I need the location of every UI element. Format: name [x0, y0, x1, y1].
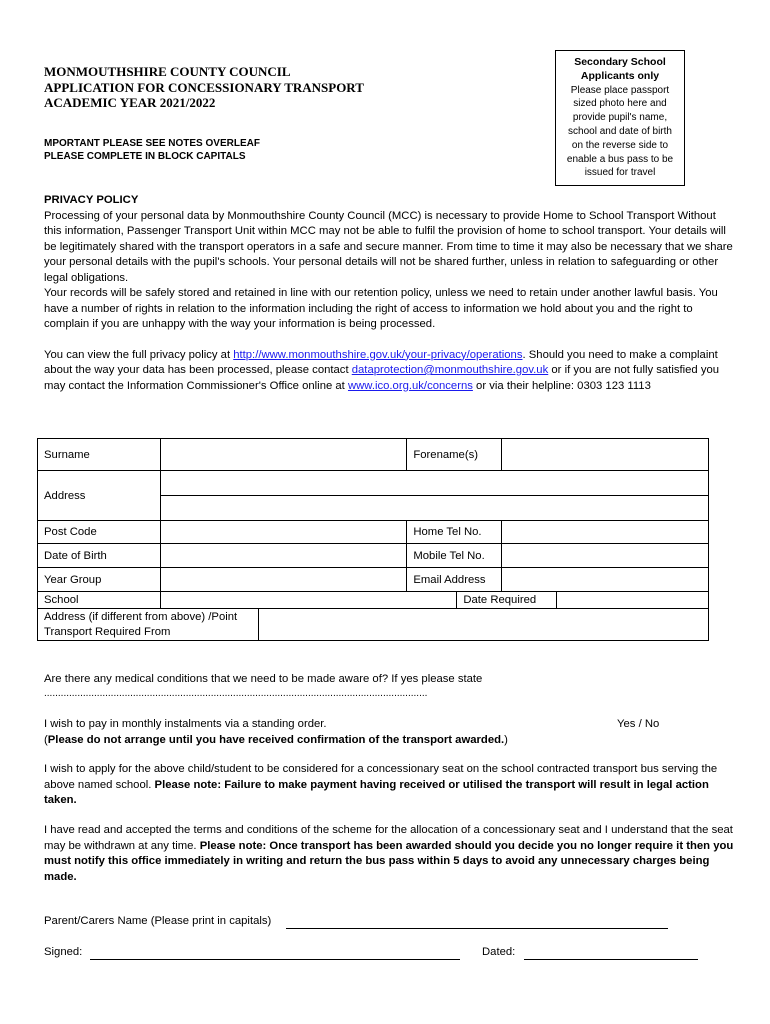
year-group-field[interactable]	[160, 568, 406, 592]
privacy-text-d: or via their helpline: 0303 123 1113	[472, 379, 651, 392]
dated-label: Dated:	[482, 946, 516, 958]
surname-label: Surname	[38, 439, 161, 471]
apply-text: I wish to apply for the above child/student to be considered for a concessionary seat on the school contracted transport bus serving the above named school.	[44, 763, 718, 791]
photo-box-title-1: Secondary School	[574, 56, 666, 68]
photo-box-title-2: Applicants only	[580, 69, 660, 82]
address-field-line-1[interactable]	[160, 471, 708, 496]
privacy-heading: PRIVACY POLICY	[44, 194, 139, 206]
dataprotection-email-link[interactable]: dataprotection@monmouthshire.gov.uk	[351, 364, 549, 376]
forenames-field[interactable]	[502, 439, 709, 471]
council-name: MONMOUTHSHIRE COUNTY COUNCIL	[44, 64, 291, 79]
school-label: School	[38, 592, 161, 609]
parent-name-label: Parent/Carers Name (Please print in capitals)	[44, 915, 272, 927]
home-tel-label: Home Tel No.	[407, 521, 502, 544]
privacy-paragraph-2: Your records will be safely stored and retained in line with our retention policy, unless we need to retain under another lawful basis. You have a number of rights in relation to the information including the right of access to information we hold about you and the right to complain if you are unhappy with the way your information is being processed.	[44, 287, 718, 330]
privacy-policy-link[interactable]: http://www.monmouthshire.gov.uk/your-privacy/operations	[233, 348, 523, 361]
important-notice	[44, 137, 260, 163]
note-open-paren: (	[44, 733, 48, 746]
privacy-text-b: . Should you need to make a complaint about the way your data has been processed, please contact	[44, 348, 718, 376]
date-required-field[interactable]	[557, 592, 709, 609]
ico-concerns-link[interactable]: www.ico.org.uk/concerns	[347, 379, 473, 392]
dated-line[interactable]	[524, 959, 698, 960]
privacy-text-c: or if you are not fully satisfied you may contact the Information Commissioner's Office online at	[44, 364, 720, 392]
parent-name-line[interactable]	[286, 928, 668, 929]
forenames-label: Forename(s)	[407, 439, 502, 471]
apply-statement	[44, 762, 734, 809]
academic-year: ACADEMIC YEAR 2021/2022	[44, 95, 216, 110]
application-title: APPLICATION FOR CONCESSIONARY TRANSPORT	[44, 79, 364, 95]
alt-address-field[interactable]	[258, 609, 708, 641]
medical-answer-dots[interactable]: ..........................................................................................................................................	[44, 687, 428, 699]
mobile-tel-label: Mobile Tel No.	[407, 544, 502, 568]
alt-address-label: Address (if different from above) /Point Transport Required From	[38, 609, 259, 641]
mobile-tel-field[interactable]	[502, 544, 709, 568]
apply-note: Please note: Failure to make payment having received or utilised the transport will result in legal action taken.	[44, 778, 709, 806]
note-close-paren: )	[504, 733, 508, 746]
email-label: Email Address	[407, 568, 502, 592]
address-label: Address	[38, 471, 161, 521]
privacy-paragraph-1: Processing of your personal data by Monmouthshire County Council (MCC) is necessary to provide Home to School Transport Without this information, Passenger Transport Unit within MCC may not be able to fulfil the provision of home to school transport. Your details will be legitimately shared with the transport operators in a safe and secure manner. From time to time it may also be necessary that we share your personal details with the pupil's schools. Your personal details will not be shared further, unless in relation to safeguarding or other legal obligations.	[44, 209, 733, 284]
year-group-label: Year Group	[38, 568, 161, 592]
form-header	[44, 64, 364, 111]
signed-line[interactable]	[90, 959, 460, 960]
dob-field[interactable]	[160, 544, 406, 568]
home-tel-field[interactable]	[502, 521, 709, 544]
dob-label: Date of Birth	[38, 544, 161, 568]
date-required-label: Date Required	[457, 592, 557, 609]
terms-note: Please note: Once transport has been awarded should you decide you no longer require it then you must notify this office immediately in writing and return the bus pass within 5 days to avoid any unnecessary charges being made.	[44, 839, 734, 883]
terms-statement	[44, 823, 734, 885]
instalments-yes-no[interactable]: Yes / No	[617, 718, 660, 730]
instalments-note	[44, 733, 734, 749]
privacy-paragraph-3	[44, 348, 734, 395]
school-field[interactable]	[160, 592, 456, 609]
privacy-text-a: You can view the full privacy policy at	[44, 348, 234, 361]
applicant-details-table	[37, 438, 709, 641]
email-field[interactable]	[502, 568, 709, 592]
photo-box-text: Please place passport sized photo here and provide pupil's name, school and date of birth on the reverse side to enable a bus pass to be issued for travel	[566, 84, 674, 179]
important-line: MPORTANT PLEASE SEE NOTES OVERLEAF	[44, 138, 260, 149]
photo-box	[555, 50, 685, 186]
postcode-field[interactable]	[160, 521, 406, 544]
medical-question-text: Are there any medical conditions that we need to be made aware of? If yes please state	[44, 673, 483, 685]
signed-label: Signed:	[44, 946, 83, 958]
surname-field[interactable]	[160, 439, 406, 471]
capitals-line: PLEASE COMPLETE IN BLOCK CAPITALS	[44, 151, 246, 162]
instalments-note-bold: Please do not arrange until you have received confirmation of the transport awarded.	[47, 733, 505, 746]
privacy-policy	[44, 193, 734, 394]
postcode-label: Post Code	[38, 521, 161, 544]
address-field-line-2[interactable]	[160, 496, 708, 521]
terms-text: I have read and accepted the terms and conditions of the scheme for the allocation of a concessionary seat and I understand that the seat may be withdrawn at any time.	[44, 824, 733, 852]
instalments-text: I wish to pay in monthly instalments via a standing order.	[44, 718, 327, 730]
medical-question	[44, 672, 734, 700]
